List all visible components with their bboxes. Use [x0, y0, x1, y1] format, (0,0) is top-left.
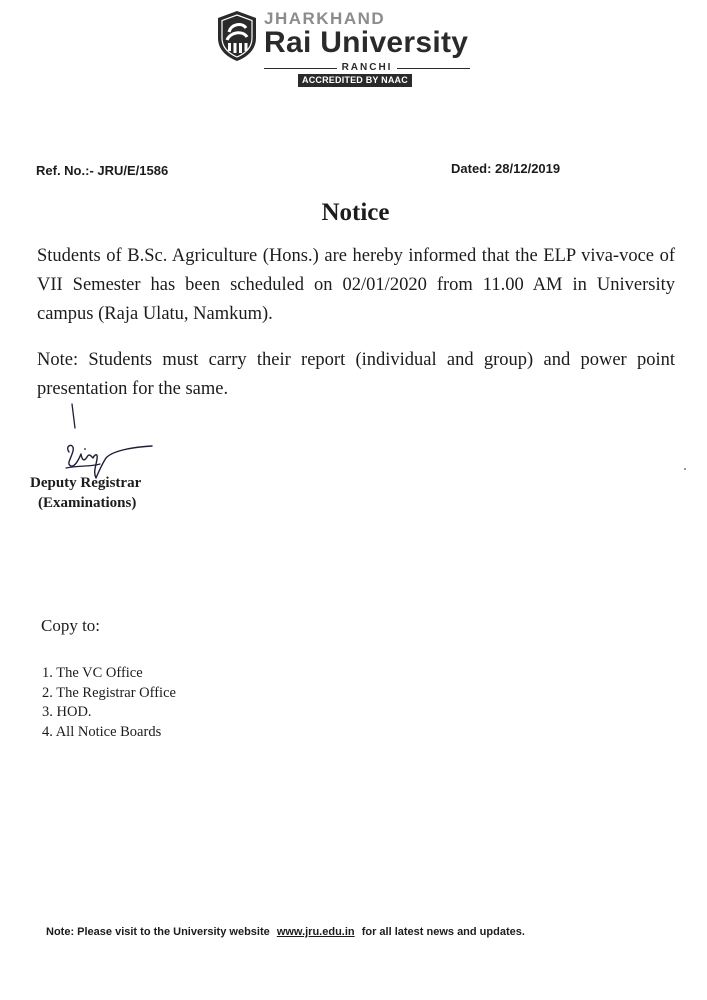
- notice-note-paragraph: Note: Students must carry their report (individual and group) and power point presentation for the same.: [37, 350, 675, 399]
- copy-to-list: [42, 664, 176, 742]
- university-logo: [216, 8, 496, 86]
- footer-note-suffix: for all latest news and updates.: [361, 926, 525, 938]
- list-item: 2. The Registrar Office: [42, 684, 176, 701]
- footer-note-prefix: Note: Please visit to the University website: [46, 926, 270, 938]
- notice-title: [0, 197, 707, 229]
- notice-title-text: Notice: [321, 199, 390, 226]
- website-link[interactable]: www.jru.edu.in: [276, 926, 355, 938]
- scan-speck: [684, 468, 686, 470]
- notice-date: Dated: 28/12/2019: [451, 161, 561, 176]
- signatory-title: Deputy Registrar: [30, 475, 142, 491]
- university-crest-icon: [216, 10, 258, 62]
- list-item: 3. HOD.: [42, 704, 92, 720]
- notice-body-paragraph: Students of B.Sc. Agriculture (Hons.) are hereby informed that the ELP viva-voce of VII Semester has been scheduled on 02/01/2020 from 11.00 AM in University campus (Raja Ulatu, Namkum).: [37, 246, 675, 324]
- logo-state-text: JHARKHAND: [264, 9, 386, 28]
- logo-rule-right: [397, 68, 470, 69]
- reference-number: Ref. No.:- JRU/E/1586: [36, 163, 169, 178]
- signatory-block: [30, 473, 141, 513]
- accreditation-badge: ACCREDITED BY NAAC: [298, 74, 412, 87]
- logo-city-row: [264, 62, 470, 74]
- footer-note: [46, 924, 525, 940]
- signatory-department: (Examinations): [38, 495, 137, 511]
- copy-to-label: Copy to:: [41, 616, 101, 635]
- list-item: 1. The VC Office: [42, 665, 143, 681]
- list-item: 4. All Notice Boards: [42, 723, 162, 740]
- logo-university-name: Rai University: [264, 26, 469, 59]
- logo-city-text: RANCHI: [341, 62, 393, 73]
- logo-rule-left: [264, 68, 337, 69]
